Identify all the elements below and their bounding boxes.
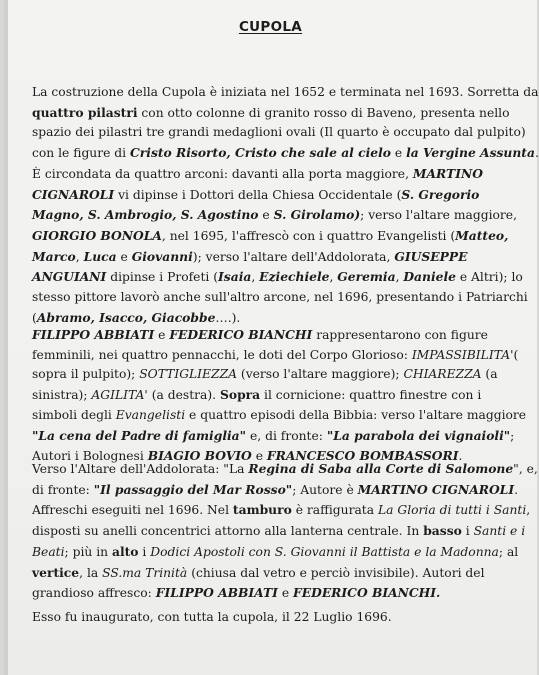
paragraph-4 — [32, 608, 517, 628]
text-line — [32, 542, 517, 563]
text-run: spazio dei pilastri tre grandi medaglioni ovali (Il quarto è occupato dal pulpito) — [32, 125, 526, 140]
text-line — [32, 563, 517, 584]
text-line — [32, 205, 517, 226]
text-run: Cristo Risorto, Cristo che sale al cielo — [130, 145, 391, 161]
text-run: e — [116, 249, 132, 264]
text-run: ); verso l'altare dell'Addolorata, — [192, 249, 395, 264]
text-run: Affreschi eseguiti nel 1696. Nel — [32, 503, 233, 518]
text-line — [32, 123, 526, 143]
text-run: grandioso affresco: — [32, 586, 156, 601]
text-run: AGILITA' — [91, 388, 148, 403]
text-run: Giovanni — [131, 248, 193, 264]
text-run: MARTINO CIGNAROLI — [357, 481, 515, 497]
text-run: Beati — [32, 544, 65, 559]
text-run: è raffigurata — [291, 503, 378, 518]
text-run: ; — [510, 428, 515, 443]
text-run: e — [251, 449, 267, 464]
text-run: CHIAREZZA — [403, 367, 482, 382]
text-line — [32, 226, 517, 247]
text-run: S. Gregorio — [401, 186, 480, 202]
text-line — [32, 500, 531, 521]
text-run: rappresentarono con figure — [312, 328, 488, 342]
text-run: Evangelisti — [115, 407, 186, 422]
text-line — [32, 608, 517, 628]
text-run: ( — [32, 310, 37, 325]
text-run: GIORGIO BONOLA — [32, 227, 162, 243]
text-run: "La cena del Padre di famiglia" — [32, 427, 247, 443]
text-run: ; Autore è — [292, 482, 358, 497]
text-run: quattro pilastri — [32, 104, 138, 120]
text-run: , — [75, 249, 84, 264]
text-run: , — [329, 270, 338, 285]
page-title: CUPOLA — [238, 19, 303, 35]
text-run: Abramo, Isacco, Giacobbe — [36, 309, 216, 325]
text-line — [32, 365, 517, 385]
text-run: ", e, — [513, 462, 538, 476]
text-run: Dodici Apostoli con S. Giovanni il Battista e la Madonna — [150, 544, 499, 559]
text-run: di fronte: — [32, 482, 94, 497]
text-line — [32, 83, 539, 103]
text-line — [32, 267, 523, 288]
text-run: simboli degli — [32, 407, 116, 422]
text-run: , — [395, 270, 404, 285]
text-line — [32, 103, 517, 124]
text-run: È circondata da quattro arconi: davanti alla porta maggiore, — [32, 166, 413, 181]
text-run: (chiusa dal vetro e perciò invisibile). Autori del — [187, 565, 485, 580]
text-run: FRANCESCO BOMBASSORI — [266, 448, 459, 464]
text-run: stesso pittore lavorò anche sull'altro arcone, nel 1696, presentando i Patriarchi — [32, 290, 528, 305]
text-run: , nel 1695, l'affrescò con i quattro Evangelisti ( — [161, 228, 456, 243]
text-run: e — [258, 208, 274, 223]
text-run: la Vergine Assunta — [406, 145, 535, 161]
text-run: e Altri); lo — [455, 270, 523, 285]
text-line — [32, 325, 517, 346]
text-run: GIUSEPPE — [394, 248, 468, 264]
paragraph-3 — [32, 459, 538, 604]
text-run: , — [526, 503, 531, 518]
text-run: CIGNAROLI — [32, 186, 115, 202]
text-run: Regina di Saba alla Corte di Salomone — [248, 461, 514, 476]
text-run: FEDERICO BIANCHI — [169, 327, 313, 342]
text-run: vertice — [32, 564, 80, 580]
text-run: Daniele — [403, 269, 456, 285]
text-run: Matteo, — [455, 227, 509, 243]
text-run: FILIPPO ABBIATI — [32, 327, 155, 342]
text-run: e, di fronte: — [246, 428, 327, 443]
text-run: tamburo — [232, 502, 292, 518]
text-run: Luca — [83, 248, 117, 264]
text-run: La costruzione della Cupola è iniziata nel 1652 e terminata nel 1693. Sorretta da — [32, 85, 539, 99]
paragraph-2 — [32, 325, 527, 467]
text-run: . — [514, 482, 519, 497]
text-line — [32, 164, 517, 185]
text-run: Autori i Bolognesi — [32, 449, 148, 464]
text-line — [32, 480, 517, 501]
text-run: "Il passaggio del Mar Rosso" — [93, 481, 293, 497]
text-run: ; al — [498, 544, 519, 559]
text-run: sinistra); — [32, 388, 92, 403]
text-run: (a destra). — [147, 388, 220, 403]
text-run: e quattro episodi della Bibbia: verso l'altare maggiore — [185, 407, 527, 422]
text-run: S. Girolamo) — [273, 207, 361, 223]
text-run: Geremia — [337, 269, 396, 285]
text-line — [32, 583, 517, 604]
text-run: (a — [481, 367, 498, 382]
text-line — [32, 288, 528, 308]
text-run: FEDERICO BIANCHI. — [293, 585, 441, 601]
paragraph-1 — [32, 83, 539, 328]
text-run: , la — [79, 565, 103, 580]
text-run: BIAGIO BOVIO — [147, 448, 252, 464]
text-line — [32, 426, 517, 447]
text-run: femminili, nei quattro pennacchi, le doti del Corpo Glorioso: — [32, 347, 412, 362]
text-run: con le figure di — [32, 146, 131, 161]
text-run: Isaia — [218, 269, 252, 285]
text-run: ANGUIANI — [32, 269, 107, 285]
text-run: con otto colonne di granito rosso di Baveno, presenta nello — [137, 105, 510, 120]
text-run: Verso l'Altare dell'Addolorata: "La — [32, 462, 249, 476]
text-line — [32, 185, 517, 206]
text-run: vi dipinse i Dottori della Chiesa Occidentale ( — [114, 187, 402, 202]
text-run: La Gloria di tutti i Santi — [377, 503, 527, 518]
text-run: . — [534, 146, 539, 161]
text-line — [32, 406, 527, 426]
text-line — [32, 247, 517, 268]
text-run: e — [390, 146, 407, 161]
text-run: basso — [423, 523, 462, 539]
text-run: FILIPPO ABBIATI — [155, 585, 278, 601]
text-run: "La parabola dei vignaioli" — [326, 427, 511, 443]
text-run: Santi e i — [473, 524, 526, 539]
text-line — [32, 521, 526, 542]
text-line — [32, 459, 538, 480]
document-sheet — [4, 0, 537, 675]
text-run: Esso fu inaugurato, con tutta la cupola, il 22 Luglio 1696. — [32, 610, 392, 624]
text-run: . — [458, 449, 463, 464]
text-run: ; più in — [64, 544, 112, 559]
text-run: e — [154, 328, 170, 342]
text-run: Marco — [32, 248, 76, 264]
text-run: (verso l'altare maggiore); — [237, 367, 404, 382]
text-line — [32, 385, 517, 406]
text-run: Sopra — [219, 387, 261, 403]
text-run: , — [251, 270, 260, 285]
text-run: dipinse i Profeti ( — [106, 270, 219, 285]
text-run: Eziechiele — [259, 269, 330, 285]
text-run: ….). — [215, 310, 241, 325]
text-line — [32, 346, 517, 366]
text-run: il cornicione: quattro finestre con i — [260, 388, 482, 403]
text-run: Magno, S. Ambrogio, S. Agostino — [32, 207, 259, 223]
text-run: SOTTIGLIEZZA — [139, 367, 237, 382]
text-run: sopra il pulpito); — [32, 367, 140, 382]
text-run: alto — [111, 543, 139, 559]
text-line — [32, 143, 539, 164]
text-run: disposti su anelli concentrici attorno alla lanterna centrale. In — [32, 524, 424, 539]
text-run: ; verso l'altare maggiore, — [360, 208, 517, 223]
text-run: ( — [513, 347, 519, 362]
text-run: MARTINO — [412, 165, 483, 181]
text-run: e — [277, 586, 294, 601]
paper-edge — [4, 0, 8, 675]
text-run: i — [138, 544, 151, 559]
text-run: IMPASSIBILITA' — [411, 347, 514, 362]
text-run: i — [461, 524, 474, 539]
text-run: SS.ma Trinità — [102, 565, 188, 580]
